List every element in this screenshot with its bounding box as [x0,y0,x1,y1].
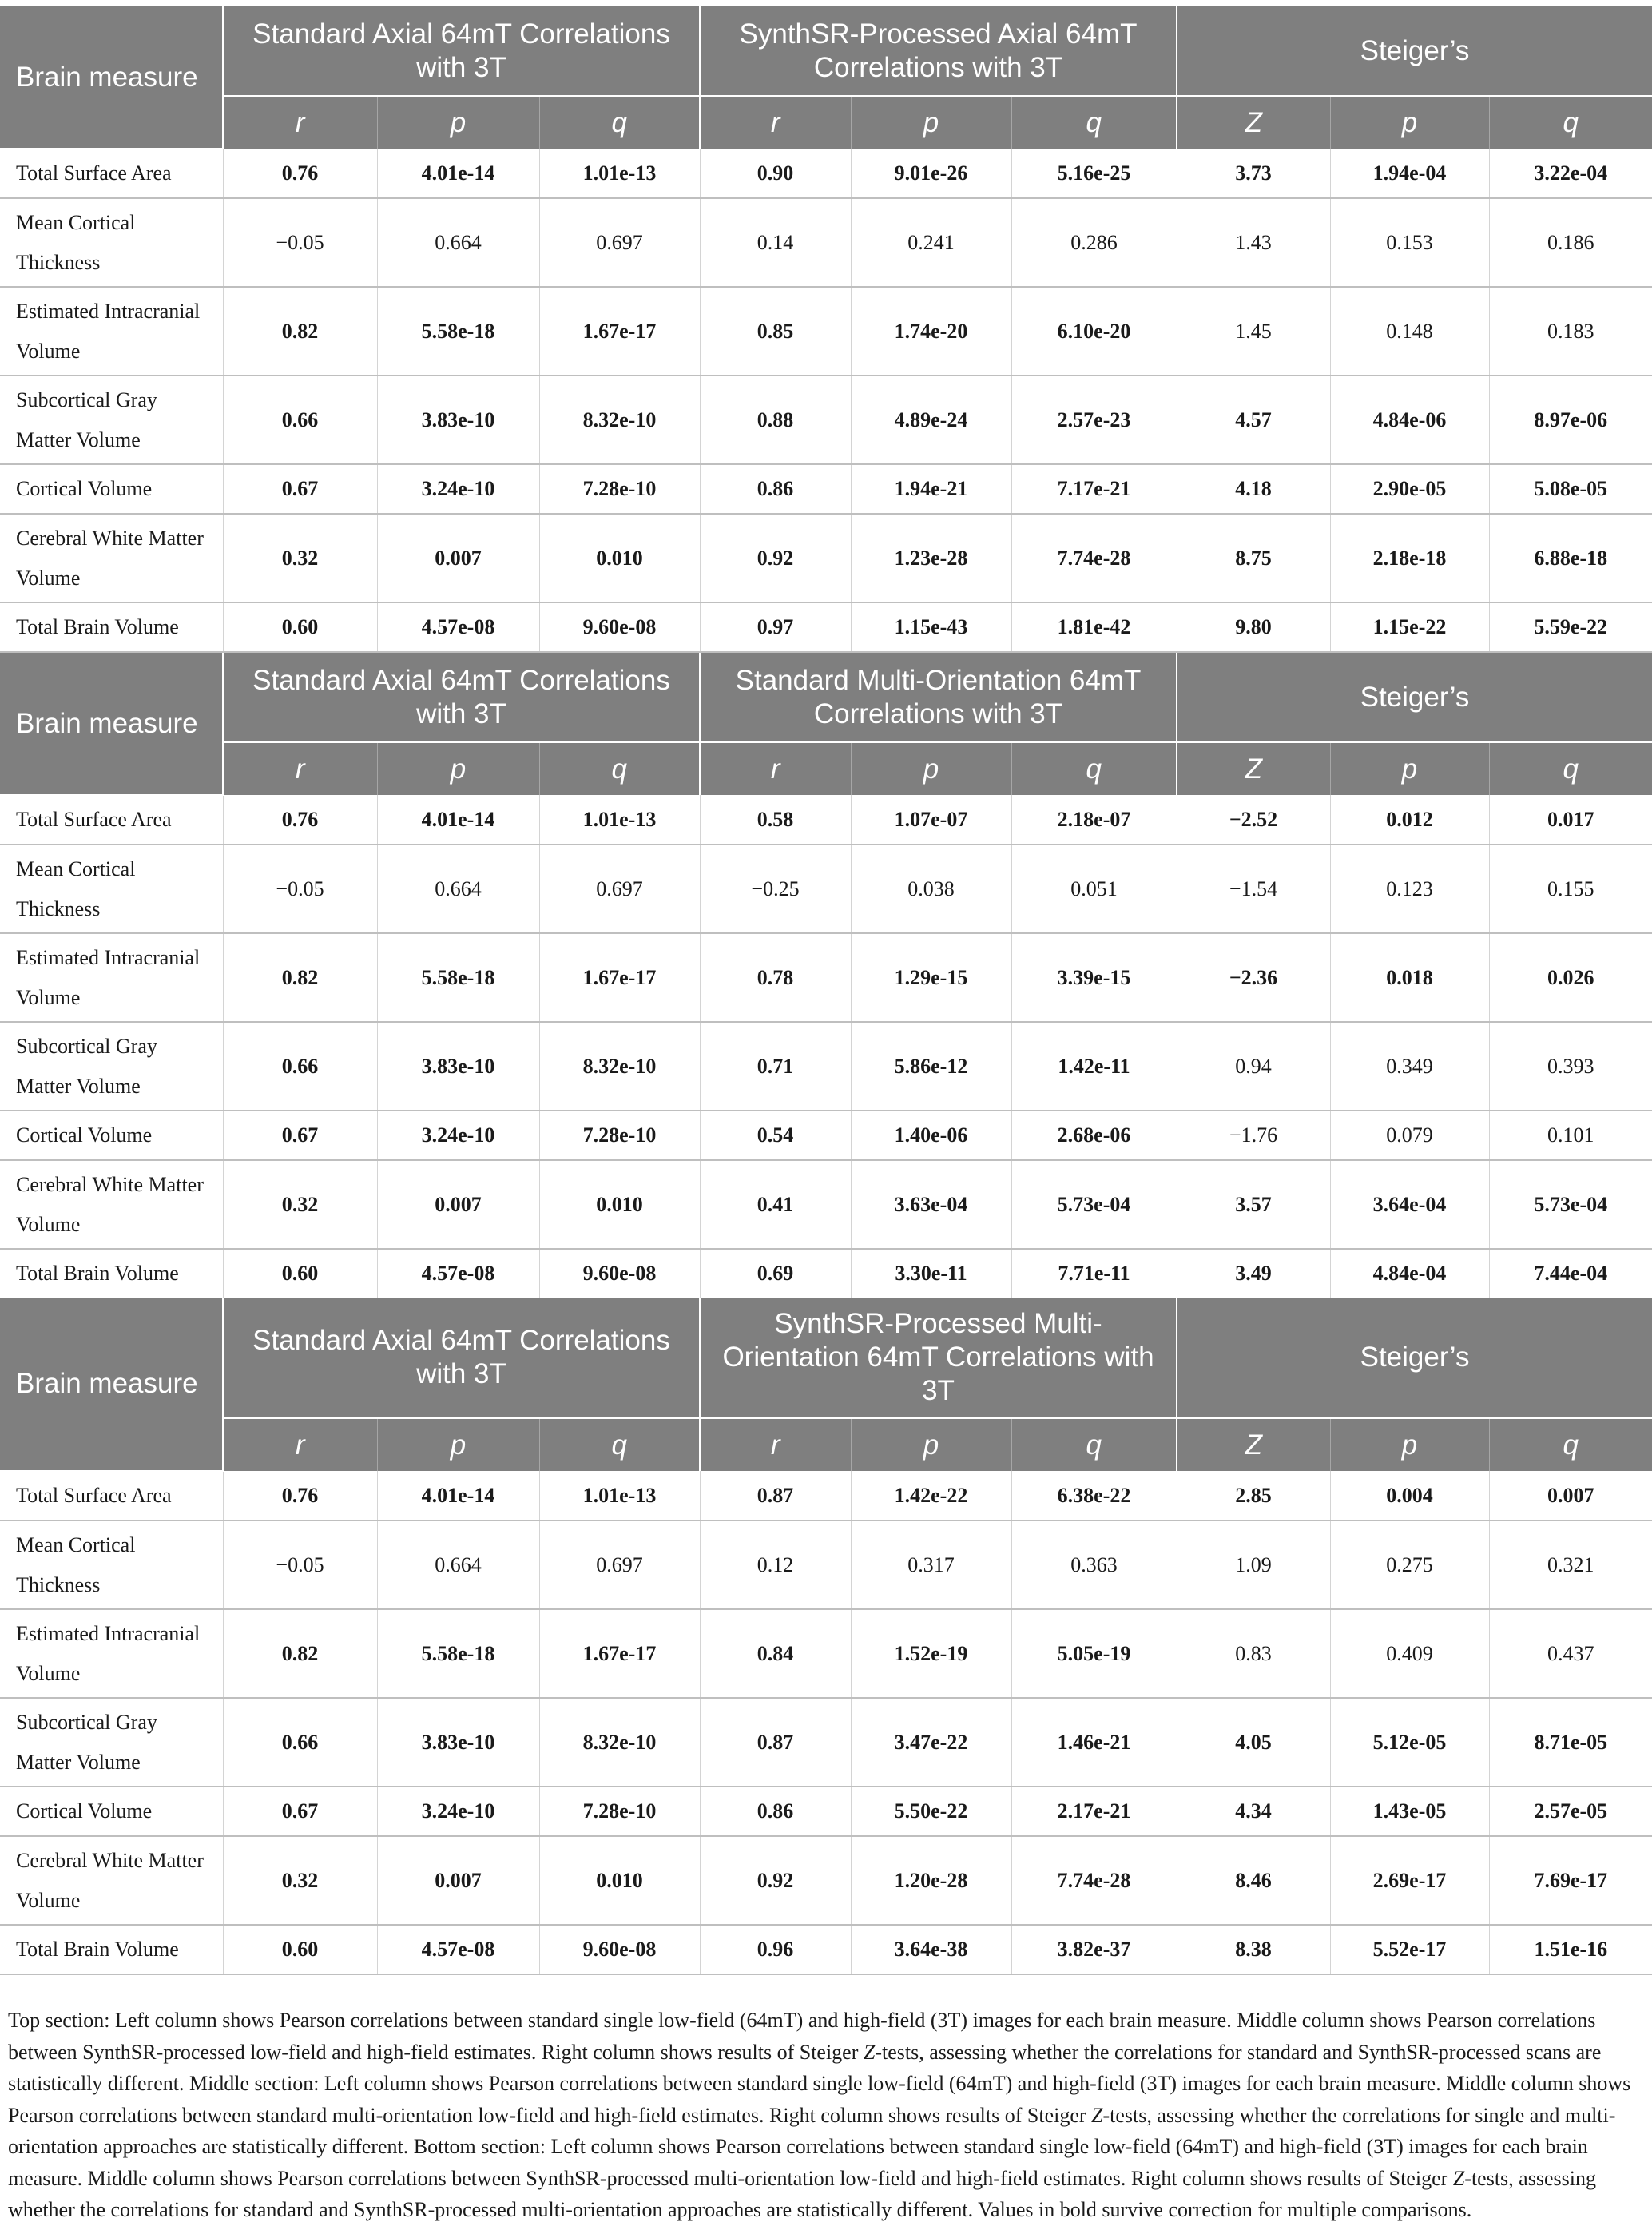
stat-header-r: r [223,96,377,149]
value-cell: 0.241 [851,198,1011,287]
stat-header-p: p [377,742,539,795]
value-cell: 3.49 [1177,1249,1330,1298]
value-cell: 0.94 [1177,1022,1330,1111]
brain-measure-name: Cortical Volume [0,464,223,514]
stat-header-p: p [377,96,539,149]
brain-measure-name: Total Brain Volume [0,602,223,652]
table-row [0,514,1652,602]
value-cell: −0.05 [223,198,377,287]
value-cell: 4.57e-08 [377,1925,539,1974]
value-cell: 0.038 [851,845,1011,933]
stat-header-p: p [851,742,1011,795]
value-cell: 0.012 [1330,795,1489,845]
table-row [0,1609,1652,1698]
value-cell: 1.46e-21 [1011,1698,1177,1787]
value-cell: 4.01e-14 [377,1471,539,1520]
value-cell: 1.94e-04 [1330,149,1489,198]
value-cell: 0.051 [1011,845,1177,933]
stat-header-r: r [223,1418,377,1471]
value-cell: 2.90e-05 [1330,464,1489,514]
stat-header-p: p [851,96,1011,149]
table-row [0,1787,1652,1836]
brain-measure-name: Cortical Volume [0,1111,223,1160]
brain-measure-name: Cerebral White Matter Volume [0,1836,223,1925]
value-cell: 0.437 [1489,1609,1652,1698]
stat-header-z: Z [1177,1418,1330,1471]
value-cell: 0.84 [700,1609,851,1698]
value-cell: 4.34 [1177,1787,1330,1836]
value-cell: 0.41 [700,1160,851,1249]
value-cell: 2.85 [1177,1471,1330,1520]
value-cell: −0.25 [700,845,851,933]
stat-header-q: q [539,742,700,795]
value-cell: 3.47e-22 [851,1698,1011,1787]
value-cell: 0.155 [1489,845,1652,933]
value-cell: 1.09 [1177,1520,1330,1609]
value-cell: 5.08e-05 [1489,464,1652,514]
value-cell: 1.15e-43 [851,602,1011,652]
value-cell: −1.76 [1177,1111,1330,1160]
table-row [0,1836,1652,1925]
value-cell: 0.32 [223,1160,377,1249]
value-cell: 9.01e-26 [851,149,1011,198]
value-cell: 2.69e-17 [1330,1836,1489,1925]
table-row [0,1471,1652,1520]
brain-measure-name: Subcortical Gray Matter Volume [0,376,223,464]
value-cell: 0.60 [223,1249,377,1298]
brain-measure-name: Cerebral White Matter Volume [0,1160,223,1249]
value-cell: 0.010 [539,1160,700,1249]
value-cell: 1.29e-15 [851,933,1011,1022]
table-row [0,1022,1652,1111]
value-cell: 1.07e-07 [851,795,1011,845]
value-cell: 7.28e-10 [539,1111,700,1160]
brain-measure-name: Subcortical Gray Matter Volume [0,1022,223,1111]
value-cell: 3.82e-37 [1011,1925,1177,1974]
value-cell: 8.38 [1177,1925,1330,1974]
value-cell: 0.67 [223,1787,377,1836]
brain-measure-name: Mean Cortical Thickness [0,1520,223,1609]
value-cell: 1.74e-20 [851,287,1011,376]
stat-header-p: p [377,1418,539,1471]
value-cell: 7.69e-17 [1489,1836,1652,1925]
value-cell: 0.90 [700,149,851,198]
group-header: Steiger’s [1177,1298,1652,1418]
value-cell: 0.697 [539,198,700,287]
value-cell: 2.18e-18 [1330,514,1489,602]
value-cell: 0.664 [377,1520,539,1609]
table-row [0,1249,1652,1298]
value-cell: 3.63e-04 [851,1160,1011,1249]
table-row [0,376,1652,464]
brain-measure-header: Brain measure [0,1298,223,1471]
value-cell: 1.43e-05 [1330,1787,1489,1836]
value-cell: 5.73e-04 [1011,1160,1177,1249]
value-cell: 0.363 [1011,1520,1177,1609]
value-cell: 0.32 [223,1836,377,1925]
value-cell: 0.183 [1489,287,1652,376]
stat-header-q: q [1011,96,1177,149]
value-cell: 4.18 [1177,464,1330,514]
brain-measure-name: Cortical Volume [0,1787,223,1836]
value-cell: 6.10e-20 [1011,287,1177,376]
value-cell: 2.57e-05 [1489,1787,1652,1836]
value-cell: 7.71e-11 [1011,1249,1177,1298]
value-cell: 1.67e-17 [539,1609,700,1698]
value-cell: 1.42e-22 [851,1471,1011,1520]
value-cell: 0.12 [700,1520,851,1609]
value-cell: 0.60 [223,602,377,652]
value-cell: 0.079 [1330,1111,1489,1160]
value-cell: 0.007 [377,1836,539,1925]
value-cell: 1.01e-13 [539,149,700,198]
group-header: Steiger’s [1177,6,1652,96]
brain-measure-name: Subcortical Gray Matter Volume [0,1698,223,1787]
results-table-section-2 [0,653,1652,1299]
value-cell: 7.44e-04 [1489,1249,1652,1298]
value-cell: 1.40e-06 [851,1111,1011,1160]
value-cell: 3.30e-11 [851,1249,1011,1298]
brain-measure-name: Total Surface Area [0,1471,223,1520]
value-cell: 0.007 [1489,1471,1652,1520]
value-cell: 7.74e-28 [1011,1836,1177,1925]
value-cell: 3.64e-04 [1330,1160,1489,1249]
value-cell: 9.60e-08 [539,1925,700,1974]
caption-text: -tests, assessing whether the correlations for standard and SynthSR-processed multi-orientation approaches are statistically different. Values in bold survive correction for multiple comparisons. [8,2166,1596,2221]
value-cell: 2.17e-21 [1011,1787,1177,1836]
value-cell: 5.05e-19 [1011,1609,1177,1698]
value-cell: 3.83e-10 [377,1698,539,1787]
brain-measure-name: Total Surface Area [0,149,223,198]
table-row [0,845,1652,933]
value-cell: 0.71 [700,1022,851,1111]
stat-header-q: q [1011,1418,1177,1471]
value-cell: 0.697 [539,1520,700,1609]
value-cell: 2.18e-07 [1011,795,1177,845]
table-row [0,1160,1652,1249]
caption-italic-z: Z [863,2040,876,2064]
value-cell: 5.58e-18 [377,933,539,1022]
value-cell: 0.82 [223,287,377,376]
value-cell: 8.97e-06 [1489,376,1652,464]
value-cell: 4.57 [1177,376,1330,464]
brain-measure-name: Total Surface Area [0,795,223,845]
value-cell: 8.32e-10 [539,1698,700,1787]
value-cell: −0.05 [223,845,377,933]
value-cell: 0.321 [1489,1520,1652,1609]
stat-header-r: r [700,1418,851,1471]
table-row [0,602,1652,652]
table-row [0,287,1652,376]
stat-header-z: Z [1177,96,1330,149]
value-cell: 0.148 [1330,287,1489,376]
caption-text: Top section: Left column shows Pearson correlations between standard single low-field (64mT) and high-field (3T) images for each brain measure. Middle column shows Pearson correlations between SynthSR-processed low-field and high-field estimates. Right column shows results of Steiger [8,2009,1596,2064]
value-cell: 0.409 [1330,1609,1489,1698]
stat-header-p: p [1330,96,1489,149]
stat-header-q: q [539,1418,700,1471]
table-row [0,1925,1652,1974]
value-cell: 0.007 [377,1160,539,1249]
value-cell: 0.82 [223,933,377,1022]
value-cell: 5.50e-22 [851,1787,1011,1836]
value-cell: 0.82 [223,1609,377,1698]
value-cell: 1.67e-17 [539,933,700,1022]
brain-measure-name: Estimated Intracranial Volume [0,1609,223,1698]
value-cell: 0.86 [700,464,851,514]
stat-header-r: r [223,742,377,795]
brain-measure-name: Cerebral White Matter Volume [0,514,223,602]
stat-header-p: p [1330,742,1489,795]
value-cell: 0.697 [539,845,700,933]
brain-measure-name: Mean Cortical Thickness [0,198,223,287]
value-cell: 4.89e-24 [851,376,1011,464]
value-cell: 3.73 [1177,149,1330,198]
value-cell: 0.153 [1330,198,1489,287]
caption-italic-z: Z [1452,2166,1465,2190]
value-cell: 1.42e-11 [1011,1022,1177,1111]
value-cell: 0.66 [223,1698,377,1787]
value-cell: 7.17e-21 [1011,464,1177,514]
value-cell: 0.010 [539,514,700,602]
value-cell: 5.58e-18 [377,1609,539,1698]
value-cell: 0.32 [223,514,377,602]
group-header: SynthSR-Processed Axial 64mT Correlations with 3T [700,6,1177,96]
value-cell: 3.24e-10 [377,1787,539,1836]
value-cell: 0.76 [223,795,377,845]
stat-header-q: q [1011,742,1177,795]
value-cell: 0.54 [700,1111,851,1160]
value-cell: 2.57e-23 [1011,376,1177,464]
group-header: Steiger’s [1177,653,1652,742]
value-cell: 1.51e-16 [1489,1925,1652,1974]
value-cell: 0.004 [1330,1471,1489,1520]
stat-header-z: Z [1177,742,1330,795]
brain-measure-name: Mean Cortical Thickness [0,845,223,933]
value-cell: 8.46 [1177,1836,1330,1925]
table-row [0,1520,1652,1609]
value-cell: 0.007 [377,514,539,602]
value-cell: 4.57e-08 [377,1249,539,1298]
value-cell: 5.86e-12 [851,1022,1011,1111]
value-cell: 0.83 [1177,1609,1330,1698]
stat-header-q: q [1489,742,1652,795]
value-cell: 0.017 [1489,795,1652,845]
stat-header-p: p [851,1418,1011,1471]
value-cell: 7.28e-10 [539,464,700,514]
value-cell: 5.12e-05 [1330,1698,1489,1787]
table-caption [0,2005,1652,2226]
value-cell: 8.32e-10 [539,1022,700,1111]
value-cell: 9.80 [1177,602,1330,652]
value-cell: 0.97 [700,602,851,652]
caption-italic-z: Z [1091,2103,1103,2127]
value-cell: 4.84e-06 [1330,376,1489,464]
table-row [0,1111,1652,1160]
value-cell: 4.01e-14 [377,795,539,845]
results-table-section-3 [0,1298,1652,1975]
value-cell: 0.026 [1489,933,1652,1022]
value-cell: 1.01e-13 [539,1471,700,1520]
value-cell: 3.57 [1177,1160,1330,1249]
value-cell: 6.38e-22 [1011,1471,1177,1520]
table-row [0,198,1652,287]
value-cell: 3.83e-10 [377,1022,539,1111]
value-cell: 0.76 [223,149,377,198]
value-cell: 0.69 [700,1249,851,1298]
value-cell: 0.96 [700,1925,851,1974]
value-cell: 7.74e-28 [1011,514,1177,602]
value-cell: 0.186 [1489,198,1652,287]
table-row [0,795,1652,845]
value-cell: 0.317 [851,1520,1011,1609]
group-header: Standard Axial 64mT Correlations with 3T [223,6,700,96]
table-row [0,933,1652,1022]
caption-text: -tests, assessing whether the correlations for standard and SynthSR-processed scans are statistically different. Middle section: Left column shows Pearson correlations between standard single low-field (64mT) and high-field (3T) images for each brain measure. Middle column shows Pearson correlations between standard multi-orientation low-field and high-field estimates. Right column shows results of Steiger [8,2040,1631,2127]
value-cell: 1.23e-28 [851,514,1011,602]
value-cell: 0.92 [700,514,851,602]
brain-measure-name: Total Brain Volume [0,1925,223,1974]
value-cell: −2.36 [1177,933,1330,1022]
value-cell: 0.76 [223,1471,377,1520]
value-cell: 6.88e-18 [1489,514,1652,602]
value-cell: 3.24e-10 [377,464,539,514]
stat-header-q: q [1489,1418,1652,1471]
value-cell: 3.83e-10 [377,376,539,464]
value-cell: 8.71e-05 [1489,1698,1652,1787]
value-cell: 0.88 [700,376,851,464]
stat-header-r: r [700,742,851,795]
value-cell: 4.84e-04 [1330,1249,1489,1298]
value-cell: 5.73e-04 [1489,1160,1652,1249]
value-cell: 0.664 [377,845,539,933]
value-cell: 5.16e-25 [1011,149,1177,198]
brain-measure-name: Total Brain Volume [0,1249,223,1298]
value-cell: 1.01e-13 [539,795,700,845]
value-cell: 3.22e-04 [1489,149,1652,198]
value-cell: −0.05 [223,1520,377,1609]
value-cell: 8.32e-10 [539,376,700,464]
brain-measure-name: Estimated Intracranial Volume [0,933,223,1022]
value-cell: 1.15e-22 [1330,602,1489,652]
value-cell: 1.67e-17 [539,287,700,376]
value-cell: 2.68e-06 [1011,1111,1177,1160]
value-cell: 0.85 [700,287,851,376]
value-cell: 0.393 [1489,1022,1652,1111]
value-cell: 0.018 [1330,933,1489,1022]
value-cell: 0.123 [1330,845,1489,933]
value-cell: 1.20e-28 [851,1836,1011,1925]
value-cell: 0.87 [700,1471,851,1520]
value-cell: 7.28e-10 [539,1787,700,1836]
value-cell: 9.60e-08 [539,602,700,652]
value-cell: 1.43 [1177,198,1330,287]
value-cell: 0.010 [539,1836,700,1925]
stat-header-q: q [539,96,700,149]
stat-header-q: q [1489,96,1652,149]
value-cell: 4.01e-14 [377,149,539,198]
caption-text: -tests, assessing whether the correlations for single and multi-orientation approaches are statistically different. Bottom section: Left column shows Pearson correlations between standard single low-field (64mT) and high-field (3T) images for each brain measure. Middle column shows Pearson correlations between SynthSR-processed multi-orientation low-field and high-field estimates. Right column shows results of Steiger [8,2103,1616,2190]
brain-measure-header: Brain measure [0,6,223,149]
value-cell: 0.275 [1330,1520,1489,1609]
value-cell: 5.52e-17 [1330,1925,1489,1974]
brain-measure-name: Estimated Intracranial Volume [0,287,223,376]
group-header: Standard Axial 64mT Correlations with 3T [223,653,700,742]
value-cell: 0.87 [700,1698,851,1787]
table-row [0,149,1652,198]
value-cell: 0.14 [700,198,851,287]
group-header: SynthSR-Processed Multi-Orientation 64mT Correlations with 3T [700,1298,1177,1418]
value-cell: 1.52e-19 [851,1609,1011,1698]
value-cell: 0.101 [1489,1111,1652,1160]
value-cell: 0.66 [223,1022,377,1111]
brain-measure-header: Brain measure [0,653,223,795]
value-cell: 0.60 [223,1925,377,1974]
stat-header-r: r [700,96,851,149]
value-cell: 8.75 [1177,514,1330,602]
group-header: Standard Multi-Orientation 64mT Correlations with 3T [700,653,1177,742]
value-cell: 0.286 [1011,198,1177,287]
table-row [0,464,1652,514]
value-cell: 3.64e-38 [851,1925,1011,1974]
value-cell: 1.81e-42 [1011,602,1177,652]
value-cell: 0.58 [700,795,851,845]
value-cell: 0.67 [223,464,377,514]
value-cell: 0.349 [1330,1022,1489,1111]
value-cell: 3.24e-10 [377,1111,539,1160]
value-cell: 0.67 [223,1111,377,1160]
value-cell: 0.92 [700,1836,851,1925]
value-cell: −2.52 [1177,795,1330,845]
group-header: Standard Axial 64mT Correlations with 3T [223,1298,700,1418]
value-cell: 1.94e-21 [851,464,1011,514]
value-cell: 0.664 [377,198,539,287]
value-cell: 3.39e-15 [1011,933,1177,1022]
value-cell: −1.54 [1177,845,1330,933]
value-cell: 0.78 [700,933,851,1022]
value-cell: 5.58e-18 [377,287,539,376]
value-cell: 4.57e-08 [377,602,539,652]
value-cell: 1.45 [1177,287,1330,376]
table-row [0,1698,1652,1787]
value-cell: 0.66 [223,376,377,464]
value-cell: 4.05 [1177,1698,1330,1787]
value-cell: 5.59e-22 [1489,602,1652,652]
results-table-section-1 [0,6,1652,653]
value-cell: 0.86 [700,1787,851,1836]
stat-header-p: p [1330,1418,1489,1471]
value-cell: 9.60e-08 [539,1249,700,1298]
